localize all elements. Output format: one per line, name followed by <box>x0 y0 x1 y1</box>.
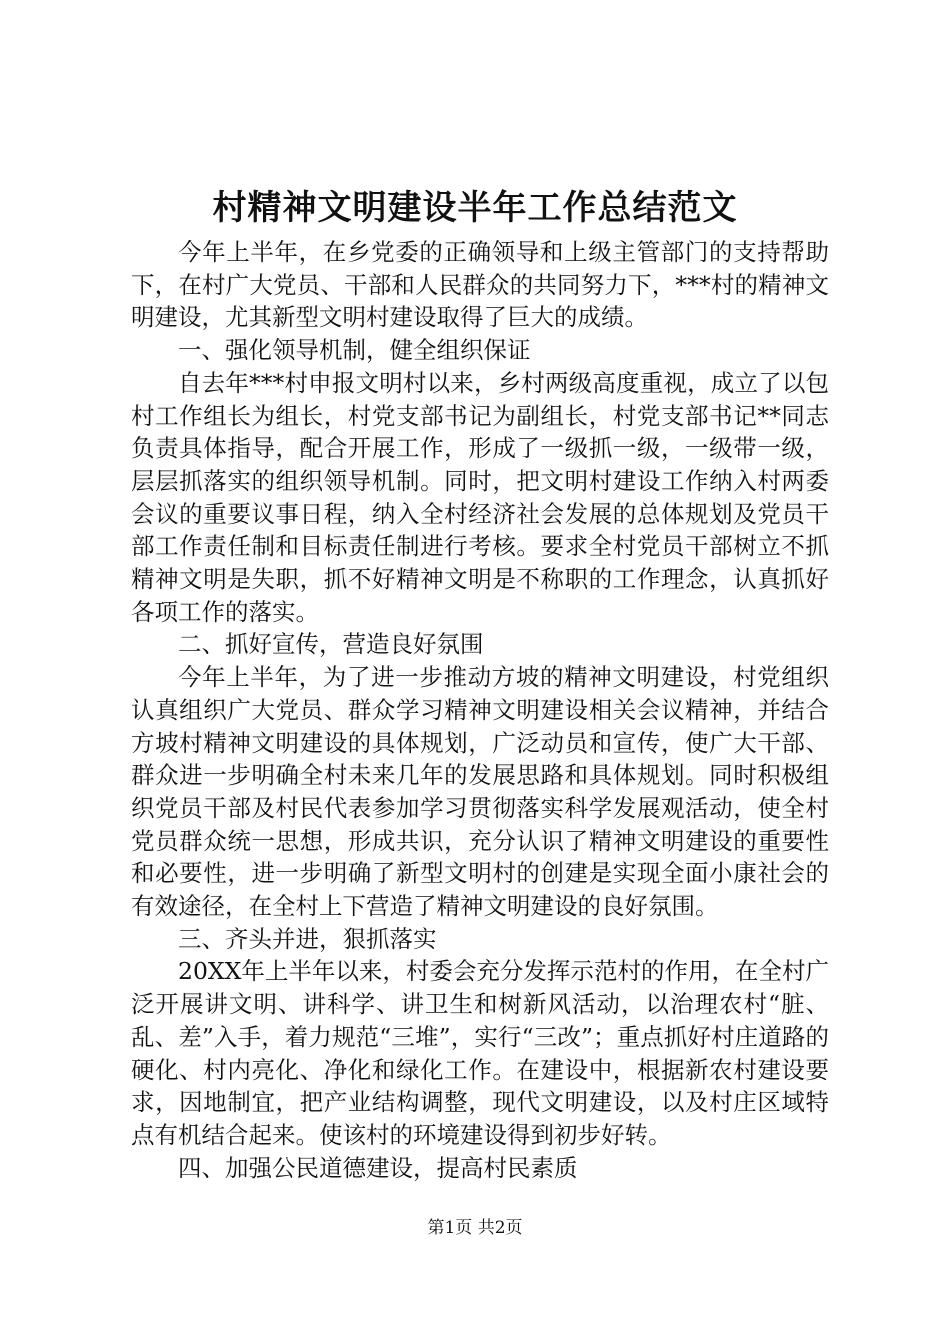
document-title: 村精神文明建设半年工作总结范文 <box>212 188 738 228</box>
section-heading-3: 三、齐头并进，狠抓落实 <box>178 924 437 953</box>
section-2-paragraph: 今年上半年，为了进一步推动方坡的精神文明建设，村党组织认真组织广大党员、群众学习精神文明建设相关会议精神，并结合方坡村精神文明建设的具体规划，广泛动员和宣传，使广大干部、群众进一步明确全村未来几年的发展思路和具体规划。同时积极组织党员干部及村民代表参加学习贯彻落实科学发展观活动，使全村党员群众统一思想，形成共识，充分认识了精神文明建设的重要性和必要性，进一步明确了新型文明村的创建是实现全面小康社会的有效途径，在全村上下营造了精神文明建设的良好氛围。 <box>131 663 829 921</box>
section-1-paragraph: 自去年***村申报文明村以来，乡村两级高度重视，成立了以包村工作组长为组长，村党支部书记为副组长，村党支部书记**同志负责具体指导，配合开展工作，形成了一级抓一级，一级带一级，层层抓落实的组织领导机制。同时，把文明村建设工作纳入村两委会议的重要议事日程，纳入全村经济社会发展的总体规划及党员干部工作责任制和目标责任制进行考核。要求全村党员干部树立不抓精神文明是失职，抓不好精神文明是不称职的工作理念，认真抓好各项工作的落实。 <box>131 368 829 626</box>
section-heading-1: 一、强化领导机制，健全组织保证 <box>178 336 531 365</box>
section-3-paragraph: 20XX年上半年以来，村委会充分发挥示范村的作用，在全村广泛开展讲文明、讲科学、讲卫生和树新风活动，以治理农村“脏、乱、差”入手，着力规范“三堆”，实行“三改”；重点抓好村庄道路的硬化、村内亮化、净化和绿化工作。在建设中，根据新农村建设要求，因地制宜，把产业结构调整，现代文明建设，以及村庄区域特点有机结合起来。使该村的环境建设得到初步好转。 <box>131 957 829 1149</box>
section-heading-4: 四、加强公民道德建设，提高村民素质 <box>178 1153 578 1182</box>
section-heading-2: 二、抓好宣传，营造良好氛围 <box>178 630 484 659</box>
intro-paragraph: 今年上半年，在乡党委的正确领导和上级主管部门的支持帮助下，在村广大党员、干部和人民群众的共同努力下，***村的精神文明建设，尤其新型文明村建设取得了巨大的成绩。 <box>131 238 829 332</box>
page-number-footer: 第1页 共2页 <box>427 1218 523 1238</box>
document-body <box>131 236 829 1184</box>
